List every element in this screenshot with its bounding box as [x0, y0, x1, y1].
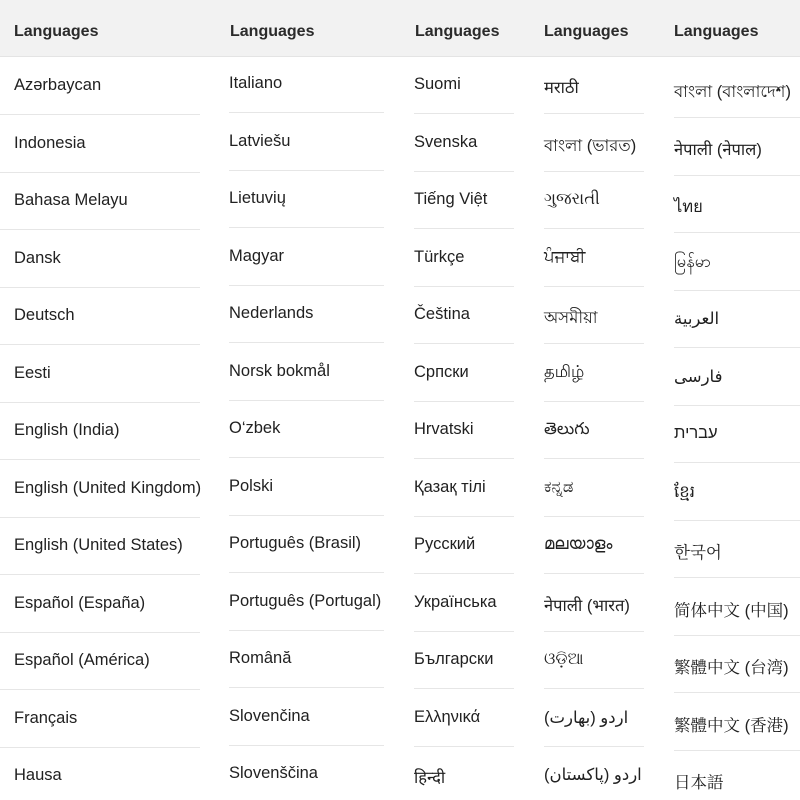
language-item[interactable]: [0, 632, 200, 690]
language-item[interactable]: [414, 229, 514, 287]
language-label: ગુજરાતી: [544, 190, 600, 208]
language-label: Norsk bokmål: [229, 361, 330, 380]
language-item[interactable]: [414, 286, 514, 344]
language-label: 日本語: [674, 774, 724, 792]
language-item[interactable]: [414, 574, 514, 632]
language-item[interactable]: [544, 286, 644, 344]
language-label: 简体中文 (中国): [674, 601, 789, 620]
language-label: Azərbaycan: [14, 76, 102, 94]
language-item[interactable]: [674, 60, 800, 118]
language-item[interactable]: [544, 516, 644, 574]
language-item[interactable]: [229, 170, 384, 228]
language-item[interactable]: [544, 459, 644, 517]
language-item[interactable]: [674, 463, 800, 521]
language-item[interactable]: [674, 233, 800, 291]
language-item[interactable]: [414, 689, 514, 747]
column-header-label: Languages: [230, 23, 315, 40]
language-label: Italiano: [229, 74, 283, 92]
language-item[interactable]: [544, 401, 644, 459]
language-item[interactable]: [414, 631, 514, 689]
column-header-label: Languages: [415, 23, 500, 40]
language-label: Polski: [229, 476, 274, 495]
language-label: English (United States): [14, 536, 183, 554]
language-item[interactable]: [0, 575, 200, 633]
language-item[interactable]: [414, 56, 514, 114]
language-item[interactable]: [0, 115, 200, 173]
language-label: Српски: [414, 362, 469, 381]
language-item[interactable]: [229, 688, 384, 746]
language-item[interactable]: [0, 230, 200, 288]
language-item[interactable]: [414, 344, 514, 402]
language-label: Қазақ тілі: [414, 477, 486, 496]
language-item[interactable]: [544, 631, 644, 689]
language-label: 繁體中文 (台湾): [674, 659, 789, 677]
language-column-2: [200, 0, 400, 800]
language-label: Tiếng Việt: [414, 190, 488, 208]
language-label: ខ្មែរ: [674, 482, 695, 501]
column-header-label: Languages: [14, 23, 99, 40]
language-item[interactable]: [414, 516, 514, 574]
language-item[interactable]: [414, 746, 514, 800]
language-item[interactable]: [229, 55, 384, 113]
language-label: 한국어: [674, 544, 722, 562]
language-item[interactable]: [229, 400, 384, 458]
language-item[interactable]: [0, 517, 200, 575]
column-header-label: Languages: [544, 23, 629, 40]
column-header: [660, 0, 800, 57]
language-label: O‘zbek: [229, 419, 281, 437]
language-label: Indonesia: [14, 133, 86, 152]
language-label: తెలుగు: [544, 420, 590, 438]
language-label: नेपाली (भारत): [544, 596, 630, 615]
language-label: ไทย: [674, 198, 703, 216]
language-label: Suomi: [414, 75, 461, 93]
language-label: اردو (بھارت): [544, 708, 629, 727]
language-label: فارسی: [674, 367, 723, 386]
language-item[interactable]: [229, 458, 384, 516]
language-label: Português (Portugal): [229, 591, 382, 610]
language-label: Français: [14, 708, 78, 727]
language-label: Español (España): [14, 593, 146, 612]
language-item[interactable]: [229, 573, 384, 631]
language-item[interactable]: [674, 520, 800, 578]
language-item[interactable]: [0, 690, 200, 748]
column-header: [0, 0, 200, 57]
language-column-3: [400, 0, 530, 800]
language-item[interactable]: [229, 343, 384, 401]
language-label: ಕನ್ನಡ: [544, 477, 574, 496]
language-label: Čeština: [414, 305, 470, 323]
language-column-4: [530, 0, 660, 800]
language-column-1: [0, 0, 200, 800]
column-header: [530, 0, 660, 57]
language-label: हिन्दी: [414, 769, 446, 787]
language-item[interactable]: [674, 693, 800, 751]
language-label: नेपाली (नेपाल): [674, 140, 762, 159]
language-label: اردو (پاکستان): [544, 766, 642, 784]
language-item[interactable]: [674, 348, 800, 406]
language-label: Latviešu: [229, 131, 291, 150]
language-item[interactable]: [0, 287, 200, 345]
language-label: English (India): [14, 421, 120, 439]
language-label: Português (Brasil): [229, 534, 362, 552]
language-item[interactable]: [229, 515, 384, 573]
language-item[interactable]: [0, 172, 200, 230]
language-item[interactable]: [674, 635, 800, 693]
language-item[interactable]: [229, 285, 384, 343]
language-label: অসমীয়া: [544, 309, 598, 327]
language-item[interactable]: [544, 344, 644, 402]
language-label: বাংলা (বাংলাদেশ): [674, 83, 791, 101]
language-item[interactable]: [229, 745, 384, 800]
language-label: 繁體中文 (香港): [674, 716, 789, 735]
language-label: العربية: [674, 310, 720, 328]
language-label: ଓଡ଼ିଆ: [544, 650, 584, 668]
language-label: Lietuvių: [229, 189, 286, 207]
language-item[interactable]: [544, 229, 644, 287]
language-label: Dansk: [14, 248, 61, 267]
language-label: Bahasa Melayu: [14, 191, 128, 209]
language-item[interactable]: [544, 746, 644, 800]
language-item[interactable]: [414, 459, 514, 517]
language-label: ਪੰਜਾਬੀ: [544, 247, 586, 266]
language-label: Deutsch: [14, 306, 75, 324]
language-item[interactable]: [674, 578, 800, 636]
language-label: עברית: [674, 424, 718, 442]
language-label: Nederlands: [229, 304, 314, 322]
language-item[interactable]: [414, 401, 514, 459]
language-item[interactable]: [674, 405, 800, 463]
language-item[interactable]: [674, 118, 800, 176]
language-label: Українська: [414, 592, 497, 611]
language-label: Ελληνικά: [414, 707, 481, 726]
language-label: Slovenčina: [229, 706, 310, 725]
language-item[interactable]: [544, 114, 644, 172]
language-label: Български: [414, 650, 494, 668]
language-item[interactable]: [0, 345, 200, 403]
language-item[interactable]: [674, 175, 800, 233]
language-label: Türkçe: [414, 247, 465, 266]
language-label: English (United Kingdom): [14, 478, 202, 497]
language-label: Hausa: [14, 766, 62, 784]
language-column-5: [660, 0, 800, 800]
language-label: မြန်မာ: [674, 252, 711, 271]
language-item[interactable]: [544, 574, 644, 632]
column-header: [400, 0, 530, 57]
language-label: Eesti: [14, 363, 51, 382]
language-label: मराठी: [544, 79, 579, 97]
language-item[interactable]: [0, 57, 200, 115]
language-label: Română: [229, 649, 292, 667]
language-item[interactable]: [544, 56, 644, 114]
language-item[interactable]: [544, 689, 644, 747]
column-header-label: Languages: [674, 23, 759, 40]
language-label: বাংলা (ভারত): [544, 136, 637, 155]
language-item[interactable]: [414, 171, 514, 229]
language-label: Hrvatski: [414, 420, 474, 438]
language-label: தமிழ்: [544, 362, 585, 381]
language-item[interactable]: [0, 402, 200, 460]
language-item[interactable]: [0, 747, 200, 800]
language-item[interactable]: [544, 171, 644, 229]
language-item[interactable]: [229, 113, 384, 171]
language-item[interactable]: [229, 228, 384, 286]
language-label: Русский: [414, 535, 476, 553]
language-item[interactable]: [414, 114, 514, 172]
language-label: Magyar: [229, 246, 285, 265]
column-header: [200, 0, 400, 57]
language-item[interactable]: [674, 750, 800, 800]
language-label: Svenska: [414, 132, 478, 151]
language-item[interactable]: [0, 460, 200, 518]
language-label: Español (América): [14, 651, 150, 669]
language-item[interactable]: [674, 290, 800, 348]
language-label: Slovenščina: [229, 764, 318, 782]
language-label: മലയാളം: [544, 535, 613, 553]
language-item[interactable]: [229, 630, 384, 688]
